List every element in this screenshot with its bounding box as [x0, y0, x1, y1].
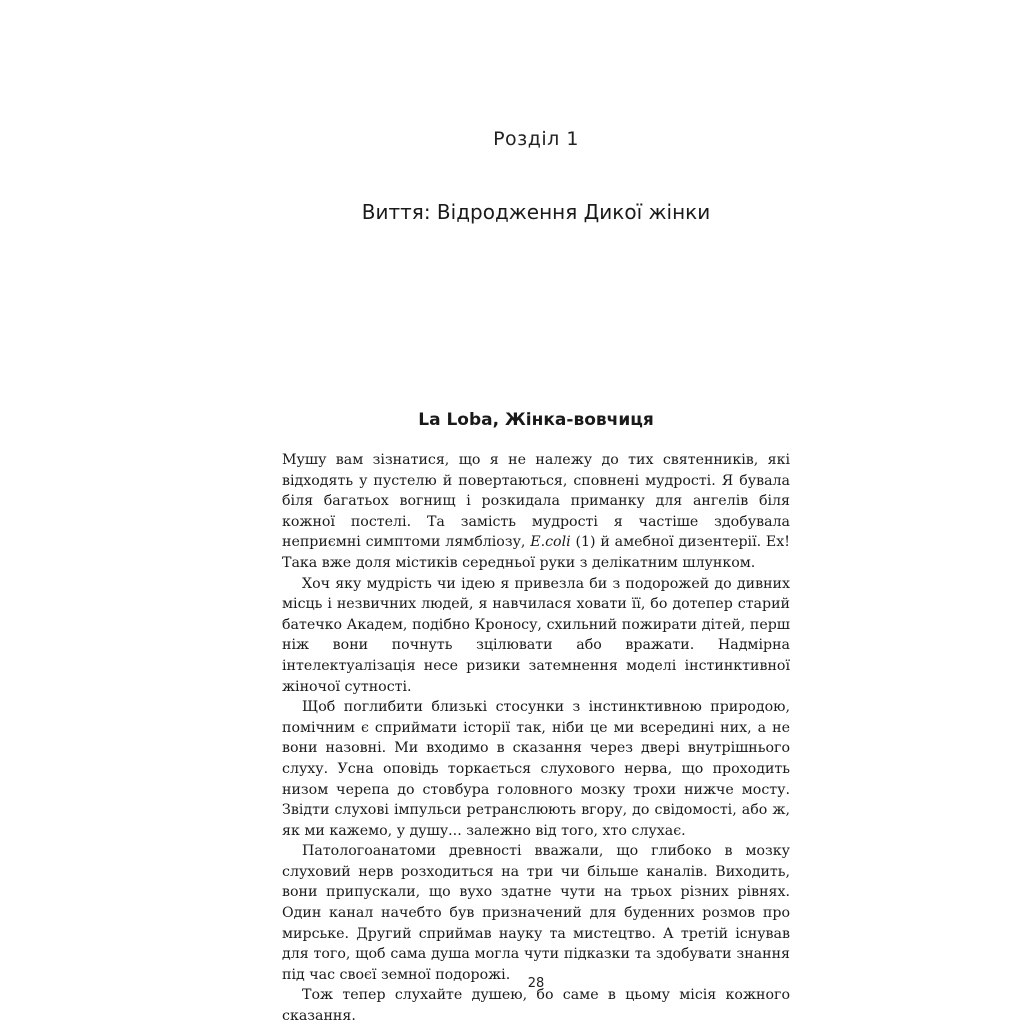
paragraph-4: Патологоанатоми древності вважали, що глибоко в мозку слуховий нерв розходиться на три чи більше каналів. Виходить, вони припускали, що вухо здатне чути на трьох різних рівнях. Один канал начебто був призначений для буденних розмов про мирське. Другий сприймав науку та мистецтво. А третій існував для того, щоб сама душа могла чути підказки та здобувати знання під час своєї земної подорожі.	[282, 843, 790, 983]
paragraph-1-text-end: (1) й амебної дизентерії. Ех! Така вже доля містиків середньої руки з делікатним шлунком.	[282, 534, 790, 571]
paragraph-1	[282, 450, 790, 574]
paragraph-3: Щоб поглибити близькі стосунки з інстинктивною природою, помічним є сприймати історії так, ніби це ми всередині них, а не вони назовні. Ми входимо в сказання через двері внутрішнього слуху. Усна оповідь торкається слухового нерва, що проходить низом черепа до стовбура головного мозку трохи нижче мосту. Звідти слухові імпульси ретранслюють вгору, до свідомості, або ж, як ми кажемо, у душу... залежно від того, хто слухає.	[282, 699, 790, 839]
ecoli-term: E.coli	[530, 534, 571, 551]
chapter-title: Виття: Відродження Дикої жінки	[361, 200, 711, 224]
body-text	[282, 450, 790, 1027]
page-number: 28	[527, 976, 545, 991]
paragraph-2: Хоч яку мудрість чи ідею я привезла би з подорожей до дивних місць і незвичних людей, я навчилася ховати її, бо дотепер старий батечко Академ, подібно Кроносу, схильний пожирати дітей, перш ніж вони почнуть зцілювати або вражати. Надмірна інтелектуалізація несе ризики затемнення моделі інстинктивної жіночої сутності.	[282, 575, 790, 695]
chapter-label: Розділ 1	[493, 128, 579, 150]
paragraph-1-text: Мушу вам зізнатися, що я не належу до тих святенників, які відходять у пустелю й повертаються, сповнені мудрості. Я бувала біля багатьох вогнищ і розкидала приманку для ангелів біля кожної постелі. Та замість мудрості я частіше здобувала неприємні симптоми лямбліозу,	[282, 452, 790, 551]
paragraph-5: Тож тепер слухайте душею, бо саме в цьому місія кожного сказання.	[282, 987, 790, 1025]
section-title: La Loba, Жінка-вовчиця	[418, 410, 654, 430]
